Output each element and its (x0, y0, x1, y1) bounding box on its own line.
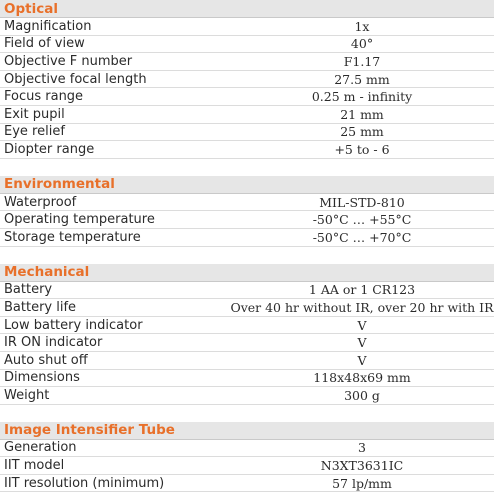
spec-value: 57 lp/mm (332, 475, 392, 491)
spec-row-waterproof (0, 194, 494, 212)
spec-value: V (357, 335, 367, 351)
spec-row-eye-relief (0, 124, 494, 142)
section-header (0, 264, 494, 282)
spec-label: Weight (4, 387, 50, 403)
spec-label: Dimensions (4, 370, 80, 386)
spec-label: Battery (4, 282, 53, 298)
spec-row-objective-f-number (0, 53, 494, 71)
spec-label: Low battery indicator (4, 317, 143, 333)
section-title: Optical (4, 0, 58, 17)
spec-value: 300 g (344, 387, 380, 403)
spec-row-dimensions (0, 370, 494, 388)
spec-value: Over 40 hr without IR, over 20 hr with IR (230, 299, 494, 315)
spec-value: 1x (354, 18, 370, 34)
spec-value: 21 mm (340, 106, 384, 122)
spec-value: 1 AA or 1 CR123 (308, 282, 416, 298)
spec-label: Waterproof (4, 194, 77, 210)
spec-value: 118x48x69 mm (313, 370, 411, 386)
section-title: Image Intensifier Tube (4, 422, 175, 439)
section-optical (0, 0, 494, 159)
spec-row-generation (0, 440, 494, 458)
spec-row-ir-on-indicator (0, 334, 494, 352)
spec-label: Battery life (4, 299, 77, 315)
spec-label: IIT resolution (minimum) (4, 475, 165, 491)
section-title: Mechanical (4, 264, 90, 281)
spec-label: Field of view (4, 36, 85, 52)
spec-value: 25 mm (340, 124, 384, 140)
spec-row-weight (0, 387, 494, 405)
spec-label: Exit pupil (4, 106, 65, 122)
spec-value: -50°C … +55°C (312, 212, 412, 228)
spec-value: +5 to - 6 (334, 141, 390, 157)
spec-label: Magnification (4, 18, 92, 34)
section-image-intensifier-tube (0, 422, 494, 493)
spec-value: N3XT3631IC (320, 458, 404, 474)
spec-label: IR ON indicator (4, 335, 103, 351)
spec-row-battery-life (0, 299, 494, 317)
spec-row-iit-model (0, 457, 494, 475)
spec-value: V (357, 317, 367, 333)
spec-value: F1.17 (343, 53, 381, 69)
spec-value: MIL-STD-810 (319, 194, 405, 210)
spec-row-low-battery-indicator (0, 317, 494, 335)
spec-row-iit-resolution (0, 475, 494, 493)
spec-row-exit-pupil (0, 106, 494, 124)
spec-value: 0.25 m - infinity (311, 89, 413, 105)
spec-value: 27.5 mm (334, 71, 390, 87)
spec-label: Eye relief (4, 124, 65, 140)
spec-label: Generation (4, 440, 77, 456)
spec-row-magnification (0, 18, 494, 36)
section-environmental (0, 176, 494, 247)
spec-value: 3 (358, 440, 366, 456)
section-header (0, 422, 494, 440)
spec-row-storage-temperature (0, 229, 494, 247)
section-title: Environmental (4, 176, 115, 193)
spec-row-focus-range (0, 88, 494, 106)
spec-row-operating-temperature (0, 211, 494, 229)
spec-row-objective-focal-length (0, 71, 494, 89)
spec-row-diopter-range (0, 141, 494, 159)
spec-label: Operating temperature (4, 212, 155, 228)
spec-row-battery (0, 282, 494, 300)
spec-row-auto-shut-off (0, 352, 494, 370)
section-header (0, 0, 494, 18)
spec-label: Storage temperature (4, 229, 141, 245)
section-mechanical (0, 264, 494, 405)
spec-row-field-of-view (0, 36, 494, 54)
spec-label: Auto shut off (4, 352, 88, 368)
spec-label: Objective F number (4, 53, 133, 69)
section-header (0, 176, 494, 194)
spec-value: -50°C … +70°C (312, 229, 412, 245)
spec-value: 40° (350, 36, 374, 52)
spec-value: V (357, 352, 367, 368)
spec-label: Objective focal length (4, 71, 147, 87)
spec-label: Focus range (4, 89, 84, 105)
spec-label: Diopter range (4, 141, 95, 157)
spec-label: IIT model (4, 458, 65, 474)
